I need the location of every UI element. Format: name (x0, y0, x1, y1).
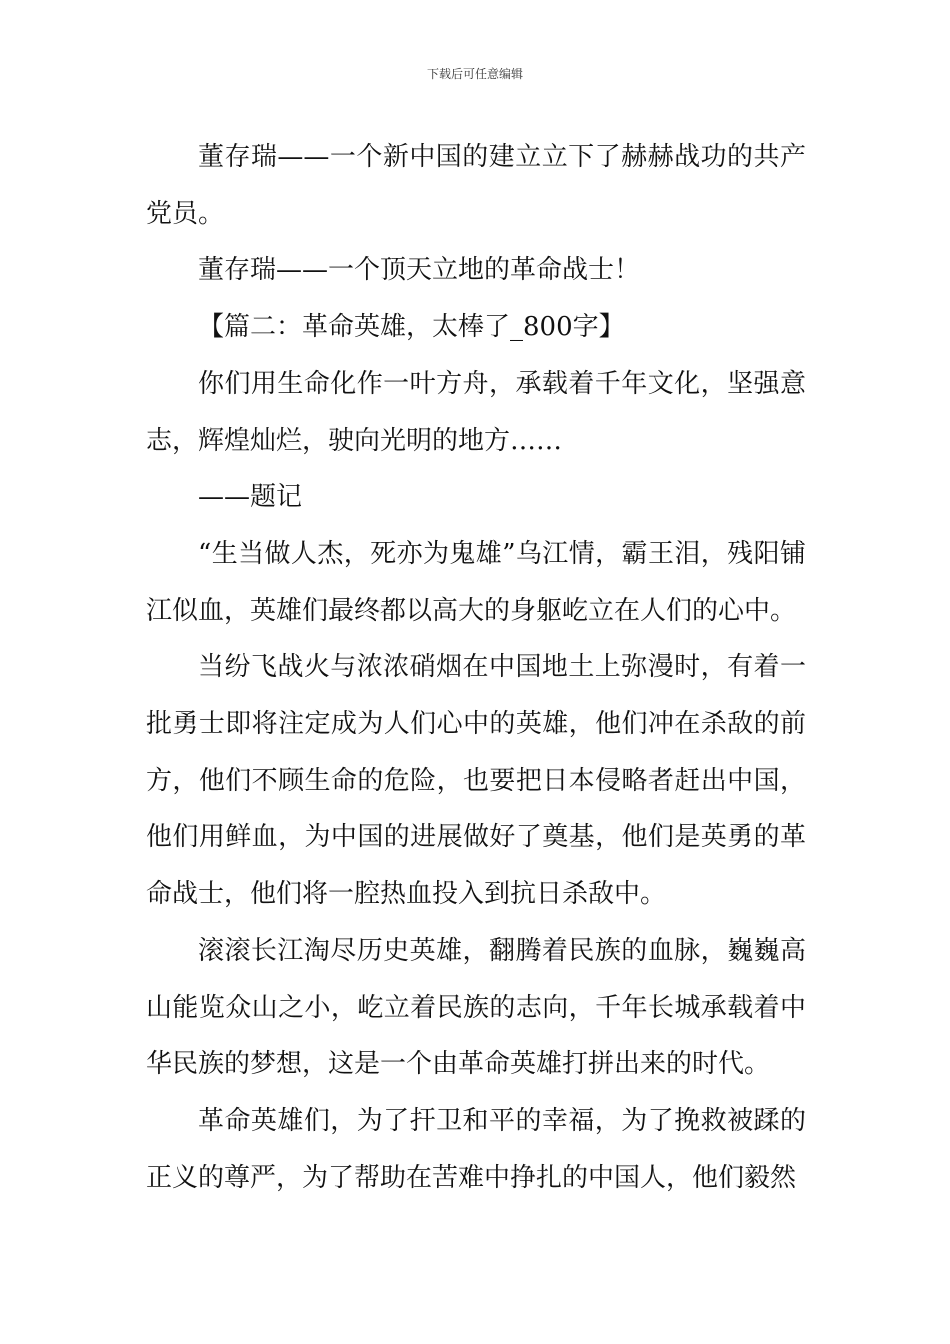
header-note: 下载后可任意编辑 (426, 67, 523, 81)
epigraph-attribution: ——题记 (198, 482, 303, 513)
paragraph-1: 董存瑞——一个新中国的建立立下了赫赫战功的共产党员。 (146, 142, 806, 229)
paragraph-6: 滚滚长江淘尽历史英雄，翻腾着民族的血脉，巍巍高山能览众山之小，屹立着民族的志向，千年长城承载着中华民族的梦想，这是一个由革命英雄打拼出来的时代。 (146, 935, 806, 1080)
paragraph-4: “生当做人杰，死亦为鬼雄”乌江情，霸王泪，残阳铺江似血，英雄们最终都以高大的身躯屹立在人们的心中。 (146, 538, 806, 626)
paragraph-5: 当纷飞战火与浓浓硝烟在中国地土上弥漫时，有着一批勇士即将注定成为人们心中的英雄，他们冲在杀敌的前方，他们不顾生命的危险，也要把日本侵略者赶出中国，他们用鲜血，为中国的进展做好了奠基，他们是英勇的革命战士，他们将一腔热血投入到抗日杀敌中。 (146, 652, 806, 910)
paragraph-2: 董存瑞——一个顶天立地的革命战士！ (198, 255, 641, 286)
section-heading: 【篇二：革命英雄，太棒了_800字】 (198, 312, 625, 343)
paragraph-7: 革命英雄们，为了扞卫和平的幸福，为了挽救被蹂的正义的尊严，为了帮助在苦难中挣扎的中国人，他们毅然 (146, 1105, 806, 1193)
paragraph-3: 你们用生命化作一叶方舟，承载着千年文化，坚强意志，辉煌灿烂，驶向光明的地方…… (146, 368, 806, 456)
body-text (146, 129, 806, 1206)
